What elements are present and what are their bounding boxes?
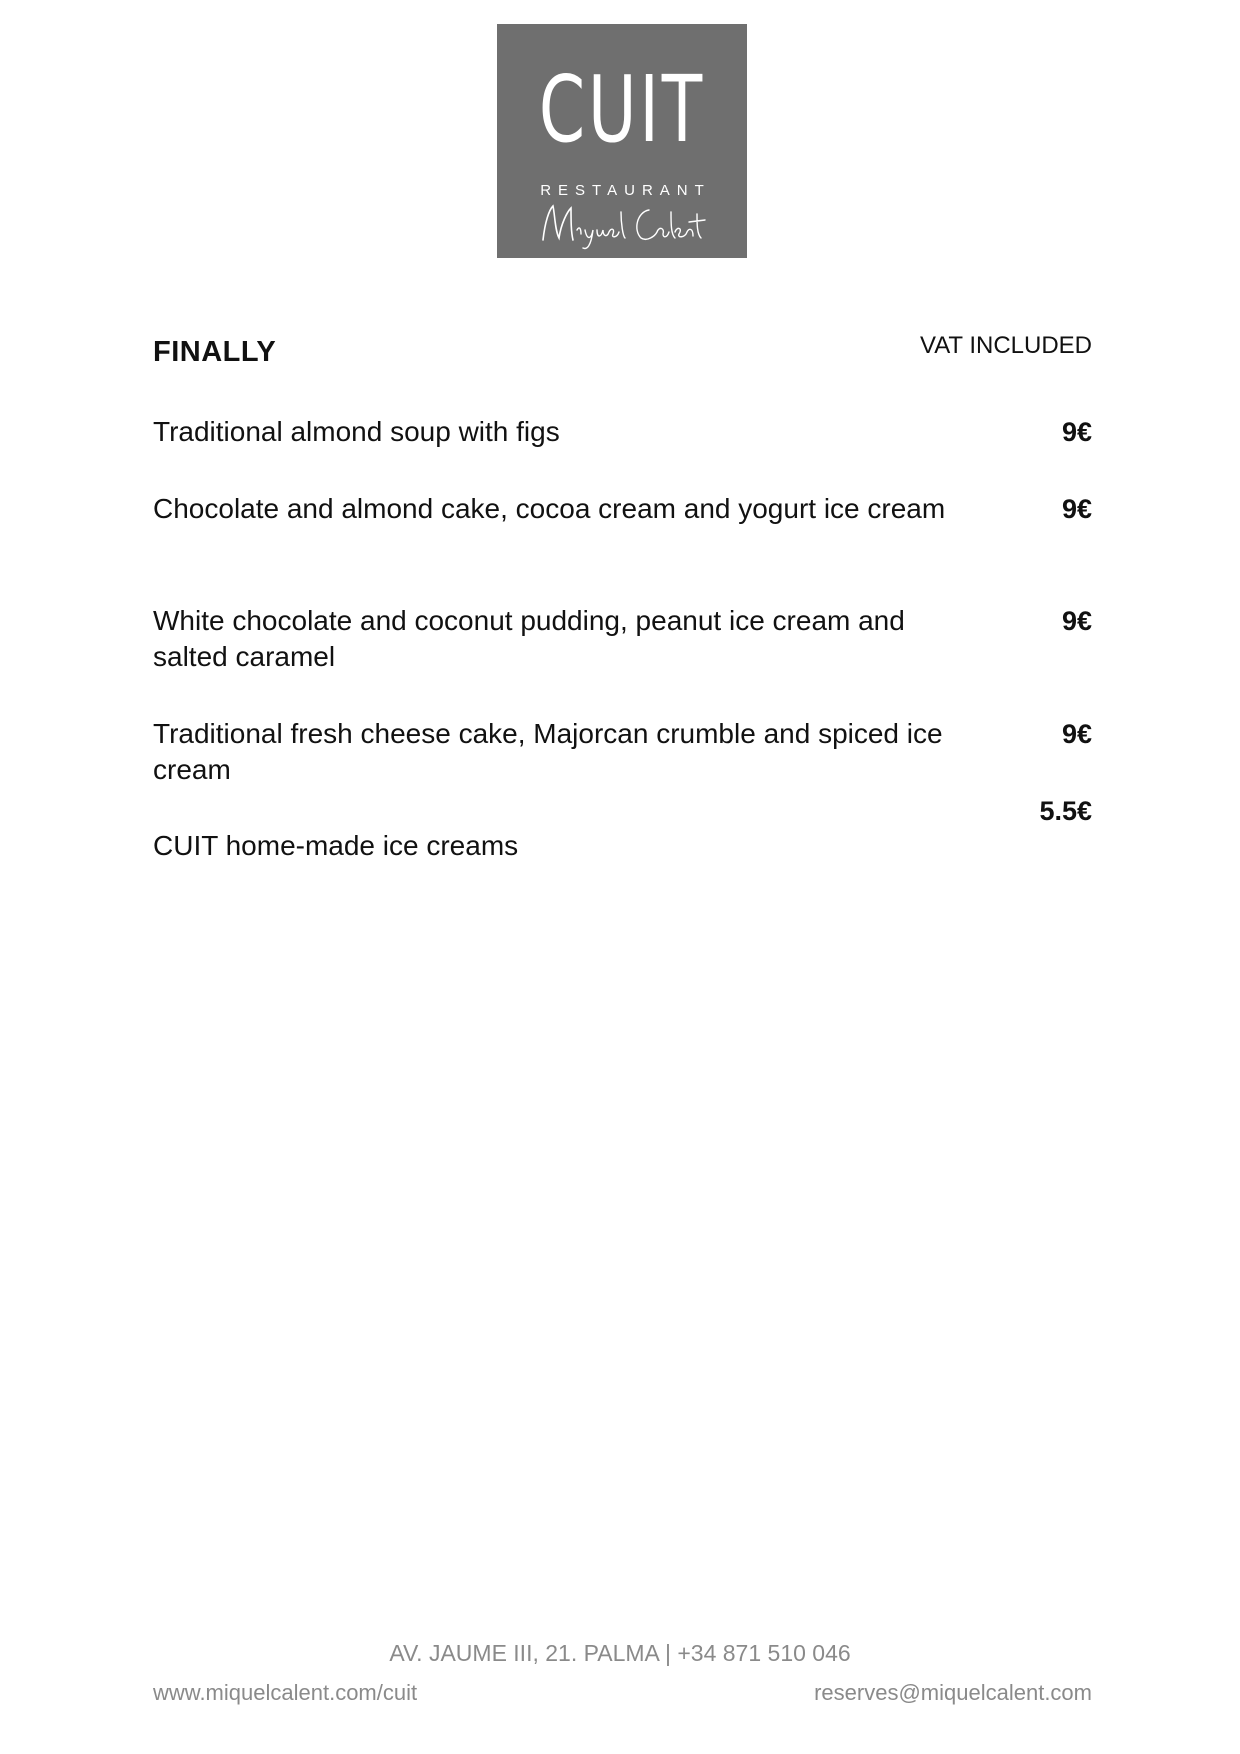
menu-item-price: 9€ [1061, 719, 1092, 749]
logo-brand-text: CUIT [538, 56, 706, 163]
section-title: FINALLY [153, 336, 277, 368]
menu-item-price: 9€ [1061, 417, 1092, 447]
menu-item [153, 603, 1092, 675]
menu-item [153, 414, 1092, 450]
restaurant-logo [497, 24, 747, 258]
menu-item-name: Chocolate and almond cake, cocoa cream and yogurt ice cream [153, 493, 946, 524]
vat-note: VAT INCLUDED [919, 332, 1092, 359]
menu-item [153, 716, 1092, 788]
menu-item-price: 9€ [1061, 494, 1092, 524]
menu-item [153, 796, 1092, 864]
menu-item-price: 9€ [1061, 606, 1092, 636]
logo-subtitle: RESTAURANT [540, 182, 711, 199]
footer-address: AV. JAUME III, 21. PALMA | +34 871 510 046 [389, 1640, 851, 1666]
menu-item-price: 5.5€ [1039, 796, 1092, 826]
footer-website-link[interactable]: www.miquelcalent.com/cuit [153, 1680, 418, 1705]
menu-item-name: White chocolate and coconut pudding, peanut ice cream and salted caramel [153, 605, 905, 672]
menu-item-name: Traditional fresh cheese cake, Majorcan crumble and spiced ice cream [153, 718, 943, 785]
menu-item [153, 491, 1092, 527]
menu-item-name: CUIT home-made ice creams [153, 830, 519, 861]
menu-item-name: Traditional almond soup with figs [153, 416, 560, 447]
chef-signature-icon [537, 200, 707, 250]
footer-email-link[interactable]: reserves@miquelcalent.com [814, 1680, 1092, 1705]
